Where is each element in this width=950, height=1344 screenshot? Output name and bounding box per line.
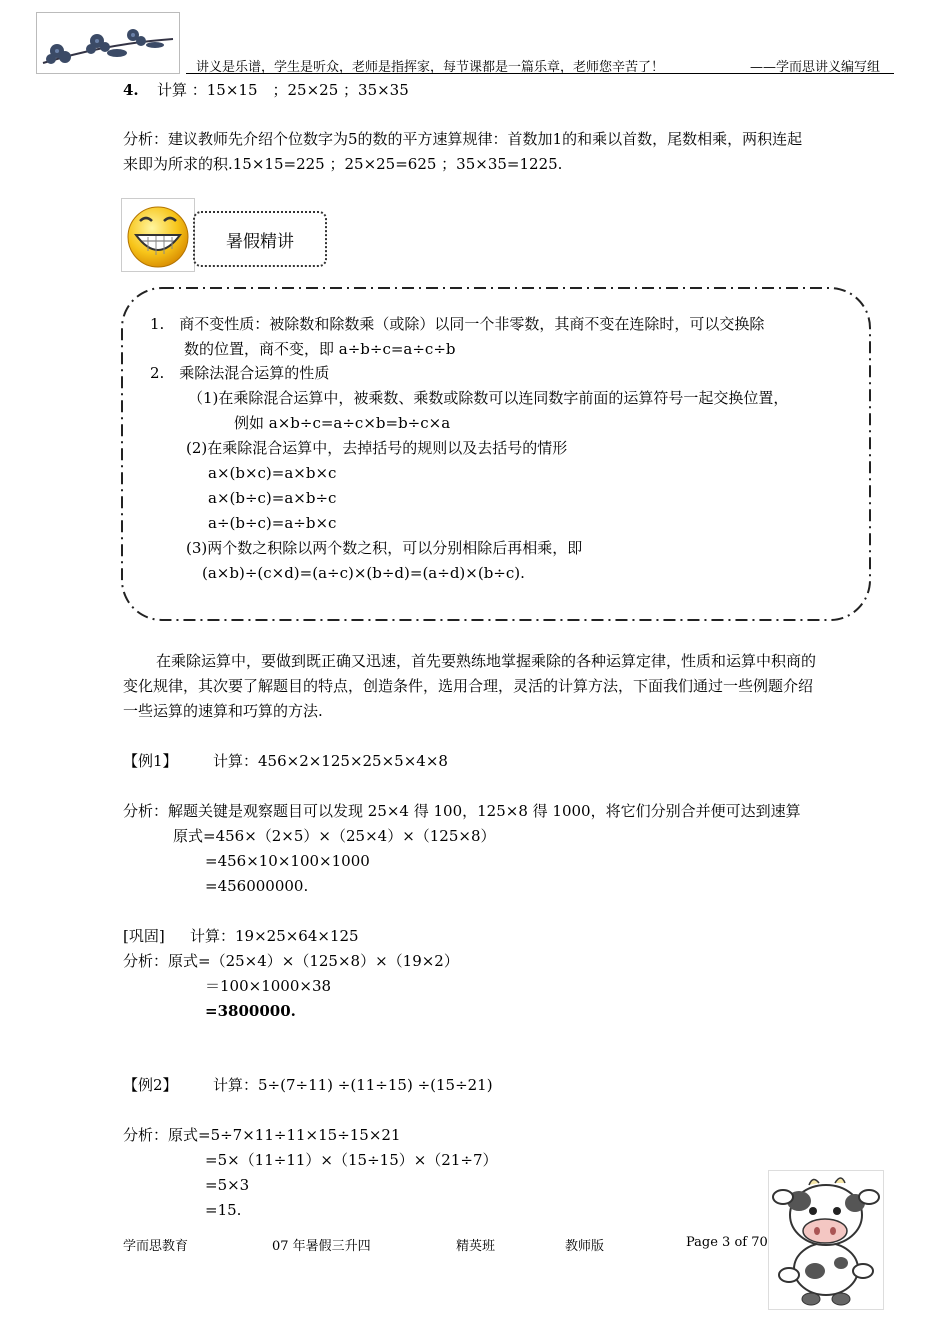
consolidate-analysis-1: 分析：原式=（25×4）×（125×8）×（19×2） bbox=[123, 952, 459, 970]
footer-org: 学而思教育 bbox=[123, 1239, 189, 1254]
example2-analysis-1: 分析：原式=5÷7×11÷11×15÷15×21 bbox=[123, 1126, 401, 1144]
example1-analysis-2: 原式=456×（2×5）×（25×4）×（125×8） bbox=[173, 827, 496, 845]
smiley-icon bbox=[121, 198, 195, 272]
section-title: 暑假精讲 bbox=[193, 211, 327, 267]
summary-line-1: 1. 商不变性质：被除数和除数乘（或除）以同一个非零数，其商不变在连除时，可以交换除 bbox=[150, 315, 765, 333]
header-credit: ——学而思讲义编写组 bbox=[750, 60, 881, 75]
footer-page: Page 3 of 70 bbox=[686, 1235, 768, 1250]
example2-problem: 计算：5÷(7÷11) ÷(11÷15) ÷(15÷21) bbox=[213, 1076, 493, 1094]
summary-line-3: 2. 乘除法混合运算的性质 bbox=[150, 364, 330, 382]
example2-analysis-2: =5×（11÷11）×（15÷15）×（21÷7） bbox=[205, 1151, 498, 1169]
footer-edition: 教师版 bbox=[565, 1239, 605, 1254]
summary-line-2: 数的位置，商不变，即 a÷b÷c=a÷c÷b bbox=[184, 340, 456, 358]
summary-line-5: 例如 a×b÷c=a÷c×b=b÷c×a bbox=[234, 414, 451, 432]
example1-problem: 计算：456×2×125×25×5×4×8 bbox=[213, 752, 448, 770]
example2-analysis-4: =15. bbox=[205, 1201, 242, 1219]
summary-line-8: a×(b÷c)=a×b÷c bbox=[208, 489, 337, 507]
problem4-text: 计算 ：15×15 ；25×25 ；35×35 bbox=[157, 81, 409, 99]
summary-line-10: (3)两个数之积除以两个数之积，可以分别相除后再相乘，即 bbox=[186, 539, 583, 557]
consolidate-analysis-3: =3800000. bbox=[205, 1002, 296, 1020]
intro-line-3: 一些运算的速算和巧算的方法. bbox=[123, 702, 323, 720]
consolidate-analysis-2: ＝100×1000×38 bbox=[205, 977, 332, 995]
problem4-analysis-line2: 来即为所求的积.15×15=225 ；25×25=625 ；35×35=1225. bbox=[123, 155, 563, 173]
header-motto: 讲义是乐谱，学生是听众，老师是指挥家，每节课都是一篇乐章，老师您辛苦了！ bbox=[196, 60, 665, 75]
consolidate-problem: 计算：19×25×64×125 bbox=[190, 927, 359, 945]
example2-label: 【例2】 bbox=[123, 1076, 178, 1094]
example1-analysis-4: =456000000. bbox=[205, 877, 309, 895]
problem4-number: 4. bbox=[123, 81, 139, 99]
footer-class: 精英班 bbox=[456, 1239, 496, 1254]
problem4-analysis-line1: 分析：建议教师先介绍个位数字为5的数的平方速算规律：首数加1的和乘以首数，尾数相乘，两积连起 bbox=[123, 130, 803, 148]
summary-line-6: (2)在乘除混合运算中，去掉括号的规则以及去括号的情形 bbox=[186, 439, 568, 457]
summary-line-11: (a×b)÷(c×d)=(a÷c)×(b÷d)=(a÷d)×(b÷c). bbox=[202, 564, 525, 582]
summary-line-4: （1)在乘除混合运算中，被乘数、乘数或除数可以连同数字前面的运算符号一起交换位置， bbox=[188, 389, 789, 407]
example1-analysis-1: 分析：解题关键是观察题目可以发现 25×4 得 100，125×8 得 1000，将它们分别合并便可达到速算 bbox=[123, 802, 801, 820]
header-logo-flowers bbox=[36, 12, 180, 74]
summary-line-9: a÷(b÷c)=a÷b×c bbox=[208, 514, 337, 532]
intro-line-1: 在乘除运算中，要做到既正确又迅速，首先要熟练地掌握乘除的各种运算定律，性质和运算中积商的 bbox=[156, 652, 817, 670]
example1-label: 【例1】 bbox=[123, 752, 178, 770]
header-rule bbox=[186, 73, 894, 74]
footer-course: 07 年暑假三升四 bbox=[272, 1239, 371, 1254]
consolidate-label: [巩固] bbox=[123, 927, 165, 945]
summary-line-7: a×(b×c)=a×b×c bbox=[208, 464, 337, 482]
example2-analysis-3: =5×3 bbox=[205, 1176, 250, 1194]
intro-line-2: 变化规律，其次要了解题目的特点，创造条件，选用合理，灵活的计算方法，下面我们通过一些例题介绍 bbox=[123, 677, 814, 695]
cow-icon bbox=[768, 1170, 884, 1310]
example1-analysis-3: =456×10×100×1000 bbox=[205, 852, 370, 870]
